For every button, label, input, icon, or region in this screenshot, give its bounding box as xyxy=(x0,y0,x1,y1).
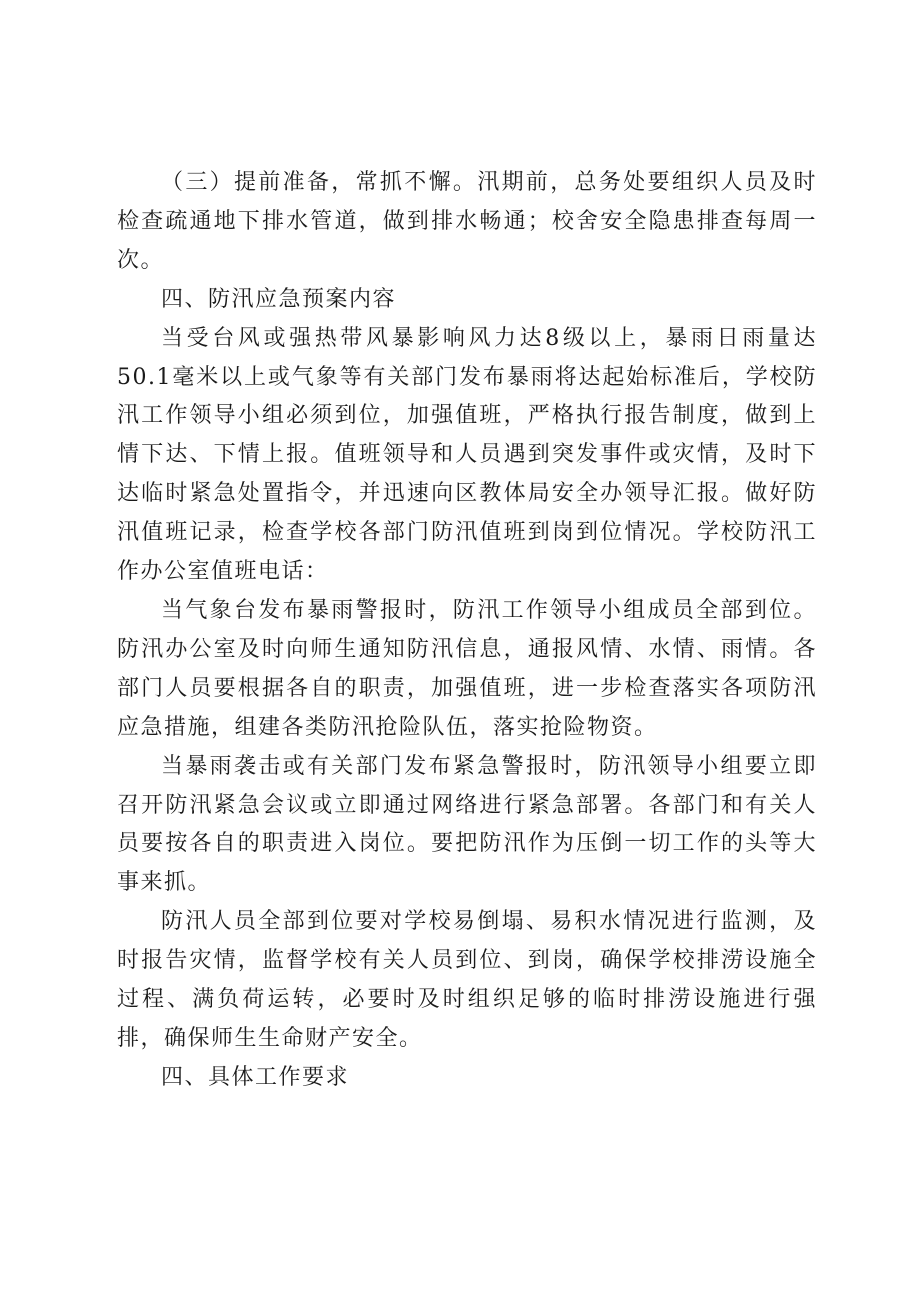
paragraph-typhoon-response: 当受台风或强热带风暴影响风力达8级以上，暴雨日雨量达50.1毫米以上或气象等有关部门发布暴雨将达起始标准后，学校防汛工作领导小组必须到位，加强值班，严格执行报告制度，做到上情下达、下情上报。值班领导和人员遇到突发事件或灾情，及时下达临时紧急处置指令，并迅速向区教体局安全办领导汇报。做好防汛值班记录，检查学校各部门防汛值班到岗到位情况。学校防汛工作办公室值班电话： xyxy=(117,325,817,585)
paragraph-preparation: （三）提前准备，常抓不懈。汛期前，总务处要组织人员及时检查疏通地下排水管道，做到排水畅通；校舍安全隐患排查每周一次。 xyxy=(117,170,817,273)
section-heading-work-requirements: 四、具体工作要求 xyxy=(161,1064,350,1090)
paragraph-rainstorm-warning: 当气象台发布暴雨警报时，防汛工作领导小组成员全部到位。防汛办公室及时向师生通知防汛信息，通报风情、水情、雨情。各部门人员要根据各自的职责，加强值班，进一步检查落实各项防汛应急措施，组建各类防汛抢险队伍，落实抢险物资。 xyxy=(117,597,817,740)
paragraph-emergency-alert: 当暴雨袭击或有关部门发布紧急警报时，防汛领导小组要立即召开防汛紧急会议或立即通过网络进行紧急部署。各部门和有关人员要按各自的职责进入岗位。要把防汛作为压倒一切工作的头等大事来抓。 xyxy=(117,753,817,896)
document-body xyxy=(117,164,817,1098)
section-heading-emergency-plan: 四、防汛应急预案内容 xyxy=(161,286,397,312)
paragraph-monitoring: 防汛人员全部到位要对学校易倒塌、易积水情况进行监测，及时报告灾情，监督学校有关人员到位、到岗，确保学校排涝设施全过程、满负荷运转，必要时及时组织足够的临时排涝设施进行强排，确保师生生命财产安全。 xyxy=(117,909,817,1051)
